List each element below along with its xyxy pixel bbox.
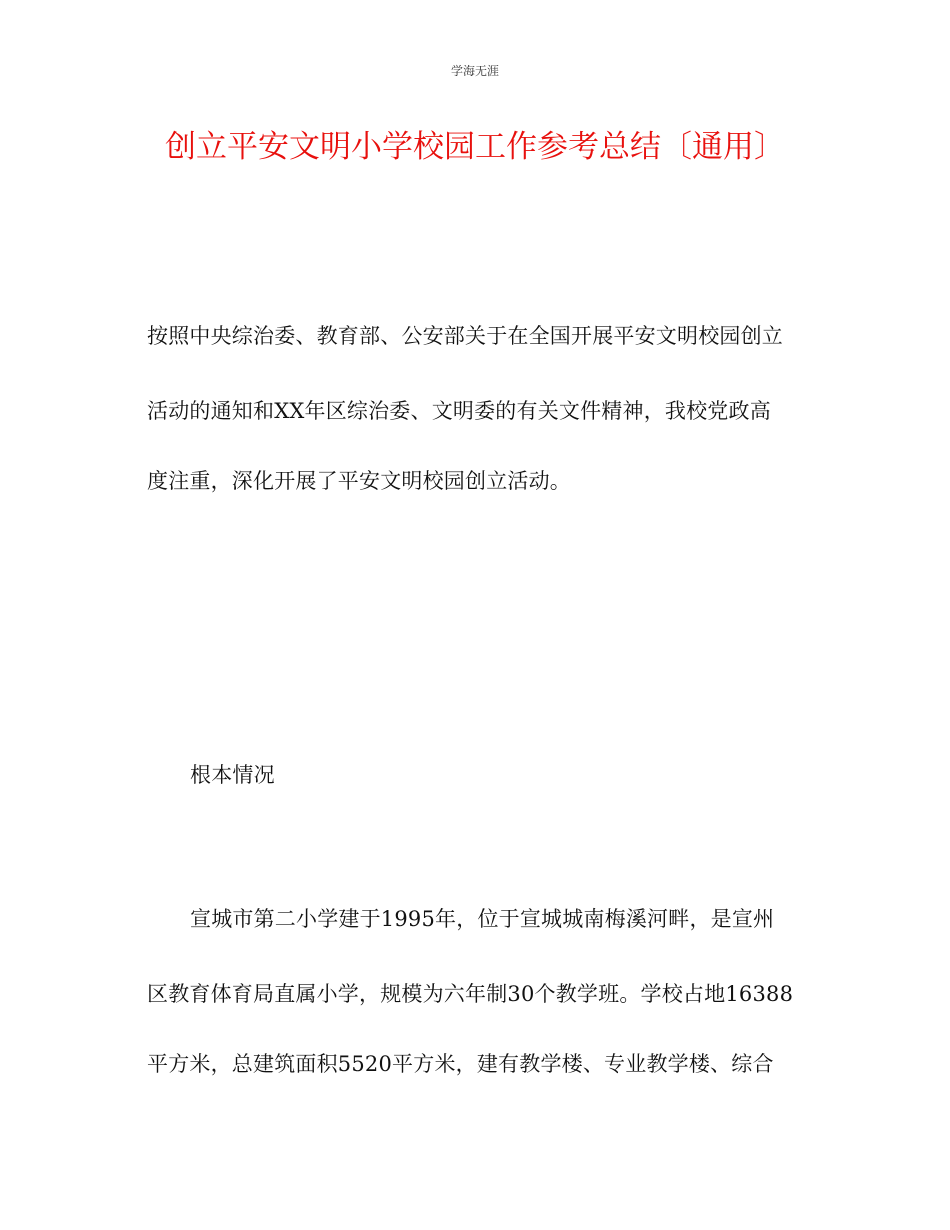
document-title: 创立平安文明小学校园工作参考总结〔通用〕: [165, 129, 785, 165]
section-heading: 根本情况: [190, 763, 275, 787]
body-line: 区教育体育局直属小学，规模为六年制30个教学班。学校占地16388: [147, 982, 794, 1006]
body-line: 平方米，总建筑面积5520平方米，建有教学楼、专业教学楼、综合: [147, 1052, 774, 1076]
intro-line: 活动的通知和XX年区综治委、文明委的有关文件精神，我校党政高: [147, 399, 771, 423]
intro-line: 度注重，深化开展了平安文明校园创立活动。: [147, 469, 571, 493]
body-line: 宣城市第二小学建于1995年，位于宣城城南梅溪河畔，是宣州: [190, 907, 775, 931]
page-header: 学海无涯: [450, 64, 499, 78]
intro-line: 按照中央综治委、教育部、公安部关于在全国开展平安文明校园创立: [147, 324, 783, 348]
